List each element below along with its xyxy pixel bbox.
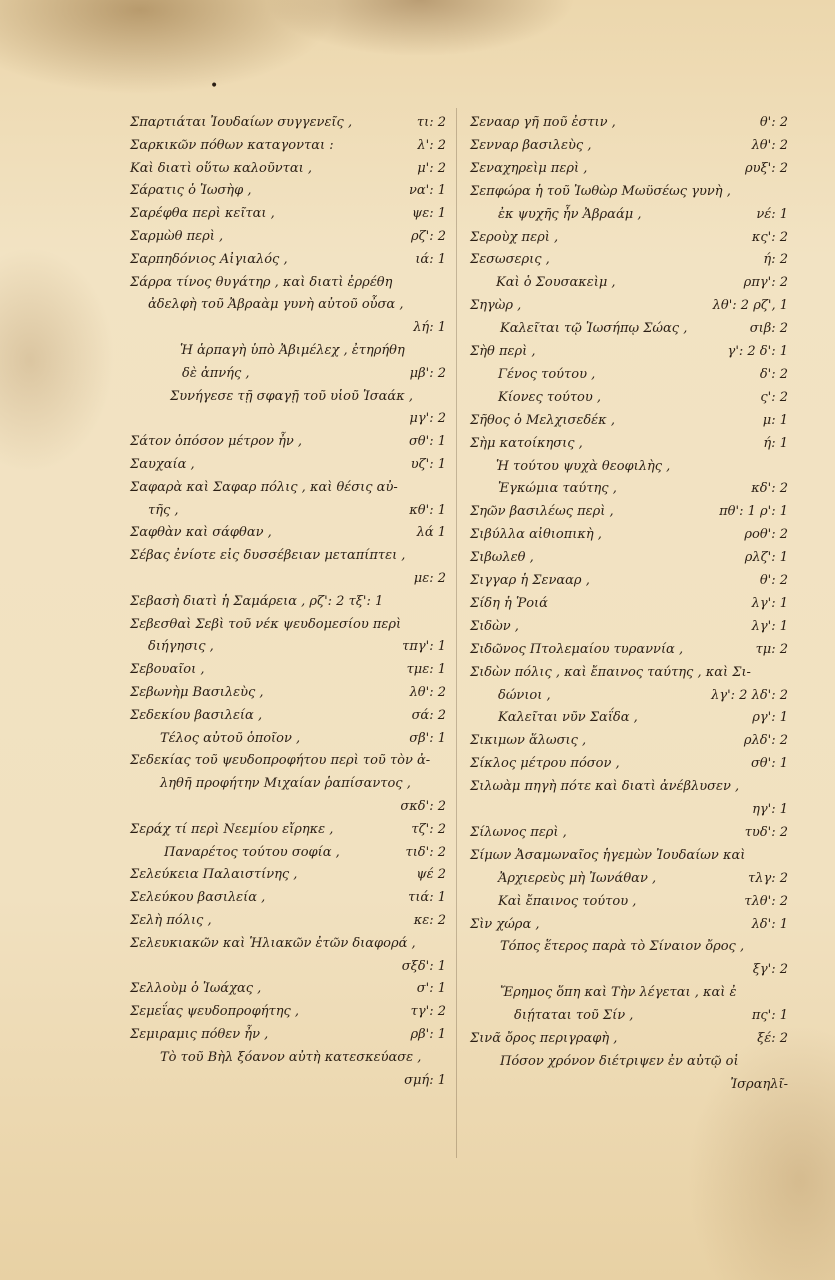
index-entry	[456, 112, 835, 134]
index-entry	[456, 1074, 835, 1096]
entry-reference: ρβ': 1	[410, 1027, 446, 1042]
entry-reference: ιά: 1	[415, 251, 446, 267]
entry-reference: θ': 2	[759, 573, 788, 588]
entry-text: Σάρατις ὁ Ἰωσὴφ ,	[130, 183, 252, 199]
index-entry	[456, 341, 835, 363]
index-entry	[456, 685, 835, 707]
index-entry	[456, 456, 835, 478]
entry-text: Ἀρχιερεὺς μὴ Ἰωνάθαν ,	[498, 870, 657, 886]
index-entry	[456, 227, 835, 249]
index-entry	[0, 910, 456, 932]
index-entry	[0, 1070, 456, 1092]
index-entry	[0, 842, 456, 864]
index-entry	[456, 272, 835, 294]
index-entry	[456, 799, 835, 821]
entry-text: Ἡ τούτου ψυχὰ θεοφιλὴς ,	[496, 458, 671, 474]
entry-text: Σίδη ἡ Ῥοιά	[470, 595, 548, 611]
entry-text: Σιδὼν πόλις , καὶ ἔπαινος ταύτης , καὶ Σι-	[470, 664, 751, 680]
entry-reference: λθ': 2	[751, 137, 788, 153]
index-entry	[456, 501, 835, 523]
entry-text: Σπαρτιάται Ἰουδαίων συγγενεῖς ,	[130, 115, 353, 130]
index-entry	[0, 773, 456, 795]
index-entry	[456, 593, 835, 615]
entry-text: Σαυχαία ,	[130, 457, 195, 472]
index-entry	[456, 845, 835, 867]
index-entry	[0, 272, 456, 294]
entry-text: Σιγγαρ ἡ Σενααρ ,	[470, 573, 590, 588]
entry-text: Σεβασὴ διατὶ ἡ Σαμάρεια , ρζ': 2 τξ': 1	[130, 593, 384, 609]
index-entry	[456, 295, 835, 317]
index-entry	[0, 545, 456, 567]
index-entry	[456, 753, 835, 775]
index-entry	[0, 500, 456, 522]
entry-text: Τέλος αὐτοῦ ὁποῖον ,	[160, 730, 301, 746]
entry-text: Σὴμ κατοίκησις ,	[470, 435, 583, 451]
entry-text: Σαρπηδόνιος Αἰγιαλός ,	[130, 251, 288, 267]
index-entry	[456, 982, 835, 1004]
entry-text: Σαρέφθα περὶ κεῖται ,	[130, 206, 275, 222]
index-entry	[0, 956, 456, 978]
index-entry	[456, 318, 835, 340]
entry-reference: λθ': 2 ρζ', 1	[712, 298, 788, 314]
index-entry	[0, 796, 456, 818]
entry-text: Σῆθος ὁ Μελχισεδέκ ,	[470, 412, 615, 428]
index-entry	[0, 294, 456, 316]
entry-text: Σαφθὰν καὶ σάφθαν ,	[130, 525, 272, 541]
index-entry	[456, 639, 835, 661]
entry-text: Σελεύκεια Παλαιστίνης ,	[130, 867, 298, 883]
index-entry	[0, 978, 456, 1000]
entry-reference: σμή: 1	[404, 1072, 446, 1088]
entry-reference: θ': 2	[759, 115, 788, 130]
entry-reference: σ': 1	[416, 981, 446, 997]
entry-reference: ή: 1	[763, 435, 788, 451]
entry-reference: σκδ': 2	[400, 799, 446, 814]
entry-reference: λή: 1	[413, 320, 446, 336]
entry-reference: σξδ': 1	[401, 958, 446, 974]
index-entry	[0, 933, 456, 955]
index-entry	[456, 616, 835, 638]
index-entry	[0, 180, 456, 202]
index-entry	[0, 682, 456, 704]
index-entry	[0, 568, 456, 590]
index-entry	[0, 614, 456, 636]
entry-reference: τμ: 2	[755, 641, 788, 657]
entry-reference: λγ': 1	[751, 618, 788, 634]
index-entry	[456, 936, 835, 958]
index-entry	[456, 570, 835, 592]
index-entry	[0, 226, 456, 248]
entry-reference: γ': 2 δ': 1	[727, 344, 788, 359]
index-entry	[456, 249, 835, 271]
entry-text: Πόσον χρόνον διέτριψεν ἐν αὐτῷ οἱ	[500, 1053, 739, 1069]
entry-text: Σεμεΐας ψευδοπροφήτης ,	[130, 1004, 300, 1020]
entry-text: Σιβωλεθ ,	[470, 550, 534, 566]
entry-text: Σηγὼρ ,	[470, 298, 522, 314]
entry-text: ἀδελφὴ τοῦ Ἀβραὰμ γυνὴ αὐτοῦ οὖσα ,	[148, 297, 404, 313]
entry-text: Σενααρ γῆ ποῦ ἐστιν ,	[470, 115, 616, 130]
entry-text: Σεβεσθαὶ Σεβὶ τοῦ νέκ ψευδομεσίου περὶ	[130, 616, 402, 632]
entry-reference: κε: 2	[413, 913, 446, 928]
index-entry	[0, 454, 456, 476]
entry-reference: μβ': 2	[409, 365, 446, 381]
entry-text: Σεβωνὴμ Βασιλεὺς ,	[130, 685, 264, 700]
entry-text: Ἔρημος ὅπη καὶ Τὴν λέγεται , καὶ ἐ	[500, 985, 737, 1001]
entry-reference: σθ': 1	[750, 756, 788, 772]
entry-text: Σιβύλλα αἰθιοπικὴ ,	[470, 527, 602, 543]
entry-text: Σεβουαῖοι ,	[130, 662, 205, 678]
index-entry	[0, 158, 456, 180]
index-entry	[456, 1005, 835, 1027]
entry-reference: δ': 2	[759, 366, 788, 382]
entry-reference: μγ': 2	[409, 411, 446, 427]
entry-text: Σικιμων ἅλωσις ,	[470, 733, 587, 749]
index-entry	[0, 636, 456, 658]
entry-text: ληθῆ προφήτην Μιχαίαν ῥαπίσαντος ,	[160, 776, 411, 792]
index-entry	[456, 135, 835, 157]
entry-reference: ρυξ': 2	[744, 160, 788, 176]
entry-text: Σιλωὰμ πηγὴ πότε καὶ διατὶ ἀνέβλυσεν ,	[470, 779, 740, 795]
index-entry	[0, 363, 456, 385]
entry-reference: να': 1	[408, 183, 446, 199]
index-entry	[456, 387, 835, 409]
entry-reference: λ': 2	[417, 137, 446, 153]
entry-text: Σεσωσερις ,	[470, 252, 550, 268]
index-entry	[0, 431, 456, 453]
index-entry	[456, 181, 835, 203]
entry-text: Σιδῶνος Πτολεμαίου τυραννία ,	[470, 641, 684, 657]
index-entry	[456, 959, 835, 981]
index-entry	[456, 822, 835, 844]
entry-text: διῄταται τοῦ Σίν ,	[514, 1008, 634, 1024]
entry-reference: πθ': 1 ρ': 1	[719, 504, 788, 520]
index-entry	[456, 914, 835, 936]
entry-reference: ς': 2	[760, 389, 788, 405]
entry-text: Γένος τούτου ,	[498, 366, 596, 382]
index-entry	[456, 868, 835, 890]
entry-reference: τυδ': 2	[744, 824, 788, 840]
index-entry	[0, 386, 456, 408]
index-entry	[456, 891, 835, 913]
entry-text: Συνήγεσε τῇ σφαγῇ τοῦ υἱοῦ Ἰσαάκ ,	[170, 388, 413, 404]
index-entry	[456, 1051, 835, 1073]
index-entry	[0, 750, 456, 772]
entry-reference: κθ': 1	[409, 502, 446, 518]
entry-reference: ή: 2	[763, 252, 788, 268]
entry-text: Καὶ διατὶ οὕτω καλοῦνται ,	[130, 160, 313, 176]
entry-reference: κς': 2	[751, 229, 788, 245]
entry-reference: νέ: 1	[756, 206, 788, 222]
index-entry	[456, 730, 835, 752]
entry-reference: μ: 1	[762, 412, 788, 428]
entry-text: Σενναρ βασιλεὺς ,	[470, 137, 592, 153]
entry-text: Σεναχηρεὶμ περὶ ,	[470, 160, 588, 176]
index-entry	[0, 887, 456, 909]
index-entry	[0, 340, 456, 362]
entry-text: Τόπος ἕτερος παρὰ τὸ Σίναιον ὄρος ,	[500, 939, 745, 955]
index-entry	[0, 1024, 456, 1046]
entry-reference: με: 2	[413, 571, 446, 586]
index-entry	[456, 707, 835, 729]
index-entry	[0, 249, 456, 271]
index-entry	[0, 728, 456, 750]
index-entry	[456, 547, 835, 569]
index-entry	[0, 477, 456, 499]
index-entry	[456, 478, 835, 500]
entry-text: Σέβας ἐνίοτε εἰς δυσσέβειαν μεταπίπτει ,	[130, 548, 406, 564]
entry-reference: υζ': 1	[410, 457, 446, 472]
entry-text: Καὶ ἔπαινος τούτου ,	[498, 893, 637, 909]
index-entry	[456, 433, 835, 455]
entry-text: Σαρκικῶν πόθων καταγονται :	[130, 137, 334, 153]
index-entry	[456, 662, 835, 684]
index-entry	[456, 204, 835, 226]
entry-reference: τπγ': 1	[402, 639, 446, 655]
entry-reference: σθ': 1	[408, 434, 446, 450]
index-entry	[456, 364, 835, 386]
entry-text: Σεδεκίου βασιλεία ,	[130, 707, 263, 723]
index-entry	[0, 522, 456, 544]
entry-reference: ψέ 2	[416, 867, 446, 883]
entry-reference: ργ': 1	[752, 710, 788, 726]
entry-reference: ξέ: 2	[757, 1031, 788, 1046]
entry-text: Ἡ ἁρπαγὴ ὑπὸ Ἀβιμέλεχ , ἐτηρήθη	[180, 343, 405, 358]
index-entry	[0, 203, 456, 225]
entry-reference: μ': 2	[417, 160, 446, 176]
entry-text: Σηῶν βασιλέως περὶ ,	[470, 504, 614, 520]
entry-text: Σιδὼν ,	[470, 618, 519, 634]
entry-text: Σεμιραμις πόθεν ἦν ,	[130, 1027, 269, 1042]
entry-reference: λγ': 2 λδ': 2	[711, 687, 788, 703]
index-entry	[456, 158, 835, 180]
index-entry	[0, 317, 456, 339]
entry-text: Σάτον ὁπόσον μέτρον ἦν ,	[130, 434, 303, 450]
index-entry	[456, 1028, 835, 1050]
entry-reference: ροθ': 2	[744, 527, 788, 543]
index-entry	[456, 776, 835, 798]
index-entry	[0, 819, 456, 841]
entry-text: δώνιοι ,	[498, 687, 551, 703]
entry-text: Σελεύκου βασιλεία ,	[130, 890, 266, 906]
entry-text: Ἐγκώμια ταύτης ,	[498, 481, 617, 497]
entry-reference: ρλδ': 2	[743, 733, 788, 749]
entry-reference: τι: 2	[416, 115, 446, 130]
entry-text: Σεπφώρα ἡ τοῦ Ἰωθὼρ Μωϋσέως γυνὴ ,	[470, 183, 731, 199]
index-entry	[0, 705, 456, 727]
entry-text: Τὸ τοῦ Βὴλ ξόανον αὐτὴ κατεσκεύασε ,	[160, 1049, 422, 1065]
index-entry	[456, 524, 835, 546]
entry-reference: ρλζ': 1	[744, 550, 788, 566]
entry-text: διήγησις ,	[148, 639, 214, 655]
entry-text: Καλεῖται νῦν Σαΐδα ,	[498, 710, 638, 726]
entry-text: Κίονες τούτου ,	[498, 389, 602, 405]
entry-text: Σεράχ τί περὶ Νεεμίου εἴρηκε ,	[130, 821, 334, 837]
entry-text: Σαφαρὰ καὶ Σαφαρ πόλις , καὶ θέσις αὐ-	[130, 479, 398, 495]
entry-text: Καλεῖται τῷ Ἰωσήπῳ Σώας ,	[500, 321, 688, 337]
entry-text: Σελευκιακῶν καὶ Ἡλιακῶν ἐτῶν διαφορά ,	[130, 935, 416, 951]
index-entry	[0, 591, 456, 613]
entry-text: Σελὴ πόλις ,	[130, 913, 212, 928]
index-entry	[0, 659, 456, 681]
entry-reference: τιδ': 2	[405, 844, 446, 860]
entry-text: Σίμων Ἀσαμωναῖος ἡγεμὼν Ἰουδαίων καὶ	[470, 847, 746, 863]
entry-text: Σελλοὺμ ὁ Ἰωάχας ,	[130, 981, 262, 997]
entry-reference: τλγ: 2	[748, 870, 788, 886]
entry-text: ἐκ ψυχῆς ἦν Ἀβραάμ ,	[498, 206, 642, 222]
entry-reference: ψε: 1	[412, 206, 446, 222]
entry-reference: λθ': 2	[409, 685, 446, 700]
entry-reference: τζ': 2	[411, 821, 446, 837]
index-entry	[0, 864, 456, 886]
entry-reference: πς': 1	[751, 1008, 788, 1024]
entry-text: Παναρέτος τούτου σοφία ,	[164, 844, 340, 860]
entry-reference: ξγ': 2	[752, 962, 788, 978]
index-entry	[0, 1001, 456, 1023]
index-entry	[0, 112, 456, 134]
entry-reference: τμε: 1	[406, 662, 446, 678]
entry-reference: ηγ': 1	[752, 802, 788, 817]
index-entry	[0, 408, 456, 430]
entry-text: Σινᾶ ὄρος περιγραφὴ ,	[470, 1031, 618, 1046]
entry-reference: σβ': 1	[409, 730, 446, 746]
entry-reference: τιά: 1	[408, 890, 446, 906]
entry-text: Σεδεκίας τοῦ ψευδοπροφήτου περὶ τοῦ τὸν ἀ-	[130, 753, 431, 769]
entry-reference: λδ': 1	[751, 916, 788, 932]
entry-text: Σὴθ περὶ ,	[470, 344, 536, 359]
entry-reference: σιβ: 2	[749, 321, 788, 337]
entry-reference: ρπγ': 2	[743, 275, 788, 291]
index-entry	[456, 410, 835, 432]
ink-dot: •	[210, 78, 219, 94]
entry-text: δὲ ἀπνής ,	[182, 365, 250, 381]
entry-text: Σίλωνος περὶ ,	[470, 824, 567, 840]
entry-reference: λγ': 1	[751, 595, 788, 611]
entry-reference: λά 1	[416, 525, 446, 541]
entry-reference: κδ': 2	[751, 481, 788, 497]
index-entry	[0, 1047, 456, 1069]
entry-reference: Ἰσραηλῖ-	[730, 1076, 788, 1092]
entry-reference: σά: 2	[411, 707, 446, 723]
entry-text: Σεροὺχ περὶ ,	[470, 229, 559, 245]
entry-reference: ρζ': 2	[410, 229, 446, 244]
entry-text: Σαρμὼθ περὶ ,	[130, 229, 224, 244]
entry-reference: τλθ': 2	[744, 893, 788, 909]
entry-text: Σάρρα τίνος θυγάτηρ , καὶ διατὶ ἐρρέθη	[130, 274, 393, 290]
entry-text: Σίκλος μέτρου πόσον ,	[470, 756, 620, 772]
entry-text: Σὶν χώρα ,	[470, 916, 540, 932]
entry-text: τῆς ,	[148, 502, 179, 518]
index-entry	[0, 135, 456, 157]
entry-reference: τγ': 2	[410, 1004, 446, 1020]
entry-text: Καὶ ὁ Σουσακεὶμ ,	[496, 275, 616, 291]
